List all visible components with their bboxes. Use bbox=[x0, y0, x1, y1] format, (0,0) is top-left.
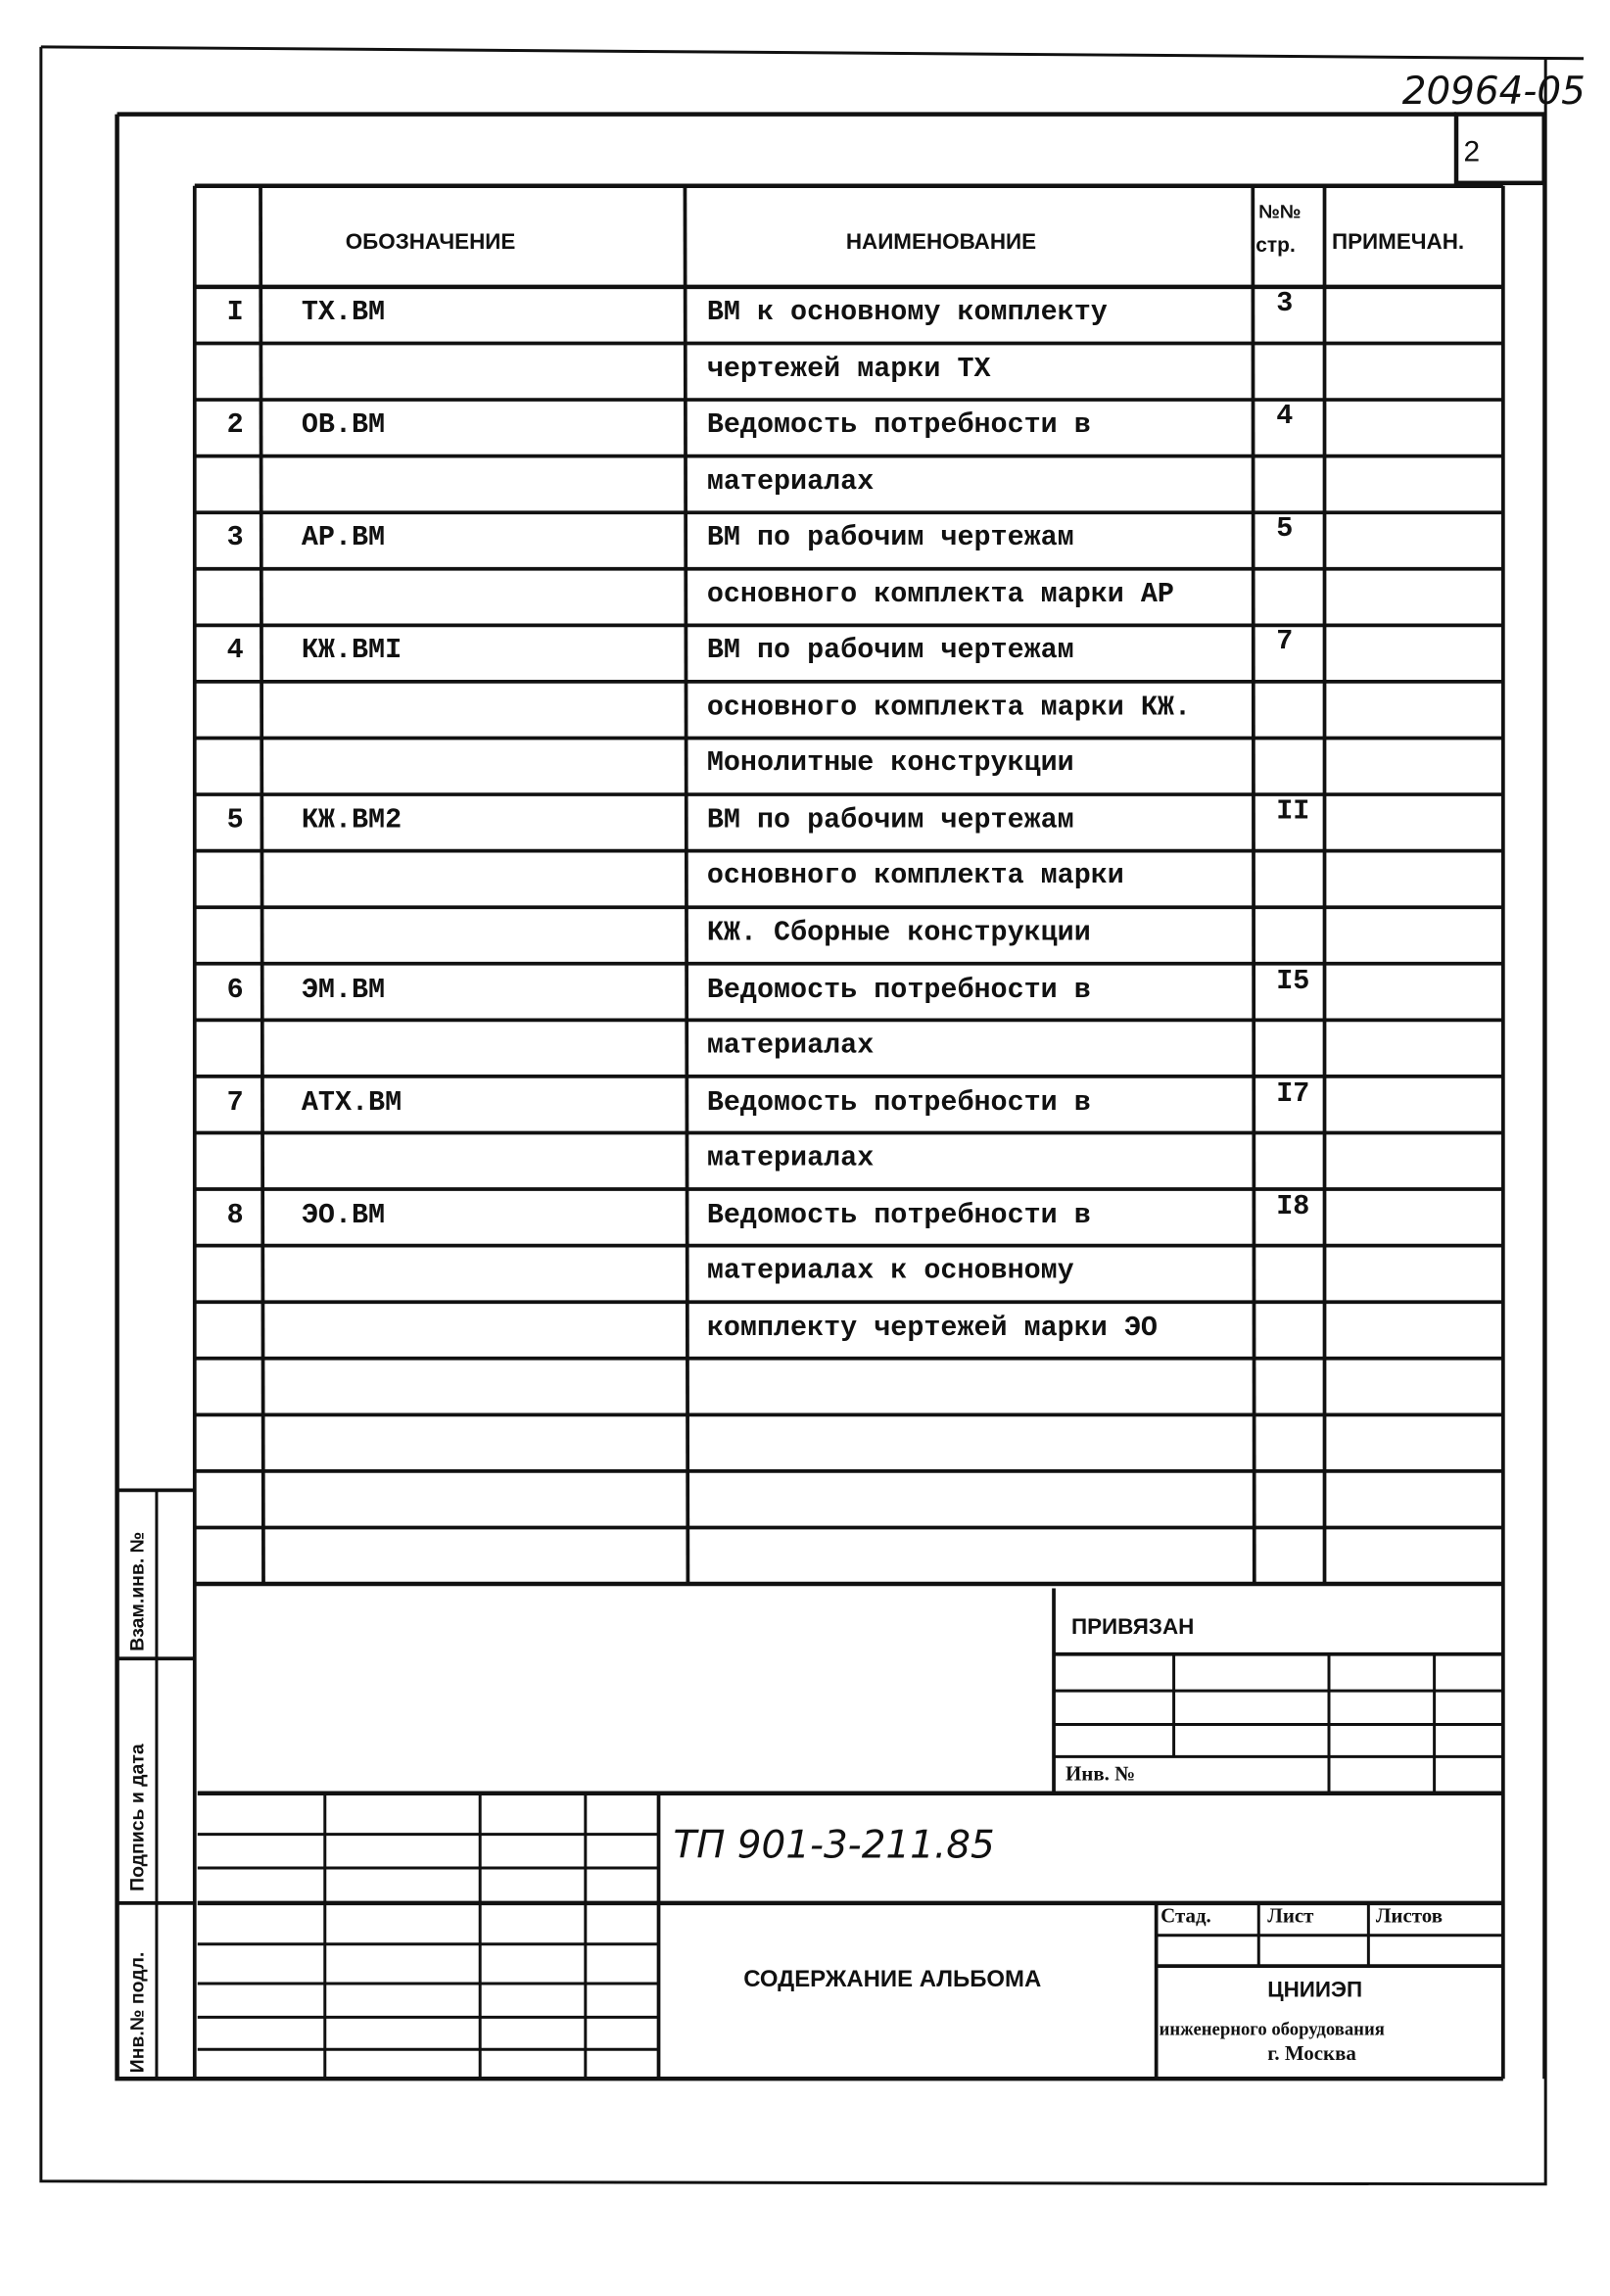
stage-label: Стад. bbox=[1160, 1905, 1211, 1929]
row-name-line: Ведомость потребности в bbox=[706, 408, 1091, 442]
row-page: I5 bbox=[1276, 964, 1310, 997]
organization-city: г. Москва bbox=[1267, 2043, 1356, 2066]
row-designation: КЖ.ВМI bbox=[301, 634, 402, 667]
header-note: ПРИМЕЧАН. bbox=[1331, 229, 1465, 256]
sheet-label: Лист bbox=[1267, 1905, 1314, 1929]
row-name-line: Ведомость потребности в bbox=[706, 973, 1091, 1005]
header-page-number: №№ bbox=[1258, 200, 1302, 223]
side-label-signature-date: Подпись и дата bbox=[125, 1744, 148, 1891]
row-designation: ТХ.ВМ bbox=[301, 296, 386, 329]
row-designation: АТХ.ВМ bbox=[301, 1085, 402, 1119]
row-number: 3 bbox=[226, 521, 244, 554]
row-name-line: ВМ по рабочим чертежам bbox=[706, 803, 1074, 837]
binding-inv-label: Инв. № bbox=[1065, 1763, 1136, 1787]
row-designation: ЭО.ВМ bbox=[301, 1198, 386, 1231]
row-number: I bbox=[226, 296, 244, 329]
row-page: II bbox=[1276, 794, 1310, 828]
row-number: 7 bbox=[226, 1085, 244, 1119]
row-designation: ОВ.ВМ bbox=[301, 408, 386, 442]
row-name-line: материалах bbox=[706, 464, 875, 498]
row-name-line: Ведомость потребности в bbox=[706, 1085, 1091, 1119]
row-page: 4 bbox=[1276, 400, 1294, 433]
row-number: 8 bbox=[226, 1198, 244, 1231]
header-page-label: стр. bbox=[1255, 232, 1296, 257]
row-number: 6 bbox=[226, 973, 244, 1005]
row-page: 3 bbox=[1276, 287, 1294, 320]
row-name-line: ВМ по рабочим чертежам bbox=[706, 521, 1074, 554]
row-number: 4 bbox=[226, 634, 244, 667]
row-name-line: Ведомость потребности в bbox=[706, 1198, 1091, 1231]
row-page: 7 bbox=[1276, 625, 1294, 658]
document-title: СОДЕРЖАНИЕ АЛЬБОМА bbox=[743, 1967, 1042, 1993]
row-name-line: основного комплекта марки КЖ. bbox=[706, 691, 1192, 724]
row-name-line: комплекту чертежей марки ЭО bbox=[706, 1311, 1158, 1344]
binding-title: ПРИВЯЗАН bbox=[1070, 1614, 1195, 1640]
sheets-label: Листов bbox=[1375, 1905, 1444, 1929]
row-number: 5 bbox=[226, 803, 244, 837]
row-name-line: материалах bbox=[706, 1141, 875, 1174]
row-designation: ЭМ.ВМ bbox=[301, 973, 386, 1005]
organization-name: ЦНИИЭП bbox=[1267, 1978, 1363, 2003]
row-designation: АР.ВМ bbox=[301, 521, 386, 554]
row-page: I7 bbox=[1276, 1076, 1310, 1110]
header-designation: ОБОЗНАЧЕНИЕ bbox=[345, 229, 516, 256]
row-name-line: ВМ по рабочим чертежам bbox=[706, 634, 1074, 667]
side-label-replace-inv: Взам.инв. № bbox=[125, 1531, 148, 1651]
row-number: 2 bbox=[226, 408, 244, 442]
row-name-line: Монолитные конструкции bbox=[706, 746, 1074, 780]
row-name-line: материалах к основному bbox=[706, 1254, 1074, 1287]
row-page: 5 bbox=[1276, 512, 1294, 546]
row-name-line: основного комплекта марки bbox=[706, 859, 1124, 892]
row-name-line: чертежей марки ТХ bbox=[706, 352, 991, 385]
row-name-line: ВМ к основному комплекту bbox=[706, 296, 1108, 329]
row-page: I8 bbox=[1276, 1189, 1310, 1222]
row-name-line: материалах bbox=[706, 1028, 875, 1062]
document-designation: ТП 901-3-211.85 bbox=[673, 1824, 995, 1868]
row-designation: КЖ.ВМ2 bbox=[301, 803, 402, 837]
row-name-line: основного комплекта марки АР bbox=[706, 578, 1174, 610]
archive-number-stamp: 20964-05 bbox=[1401, 70, 1586, 115]
sheet-number: 2 bbox=[1463, 135, 1481, 168]
header-name: НАИМЕНОВАНИЕ bbox=[845, 229, 1037, 256]
row-name-line: КЖ. Сборные конструкции bbox=[706, 916, 1091, 949]
organization-department: инженерного оборудования bbox=[1159, 2018, 1385, 2039]
side-label-orig-inv: Инв.№ подл. bbox=[125, 1951, 148, 2074]
